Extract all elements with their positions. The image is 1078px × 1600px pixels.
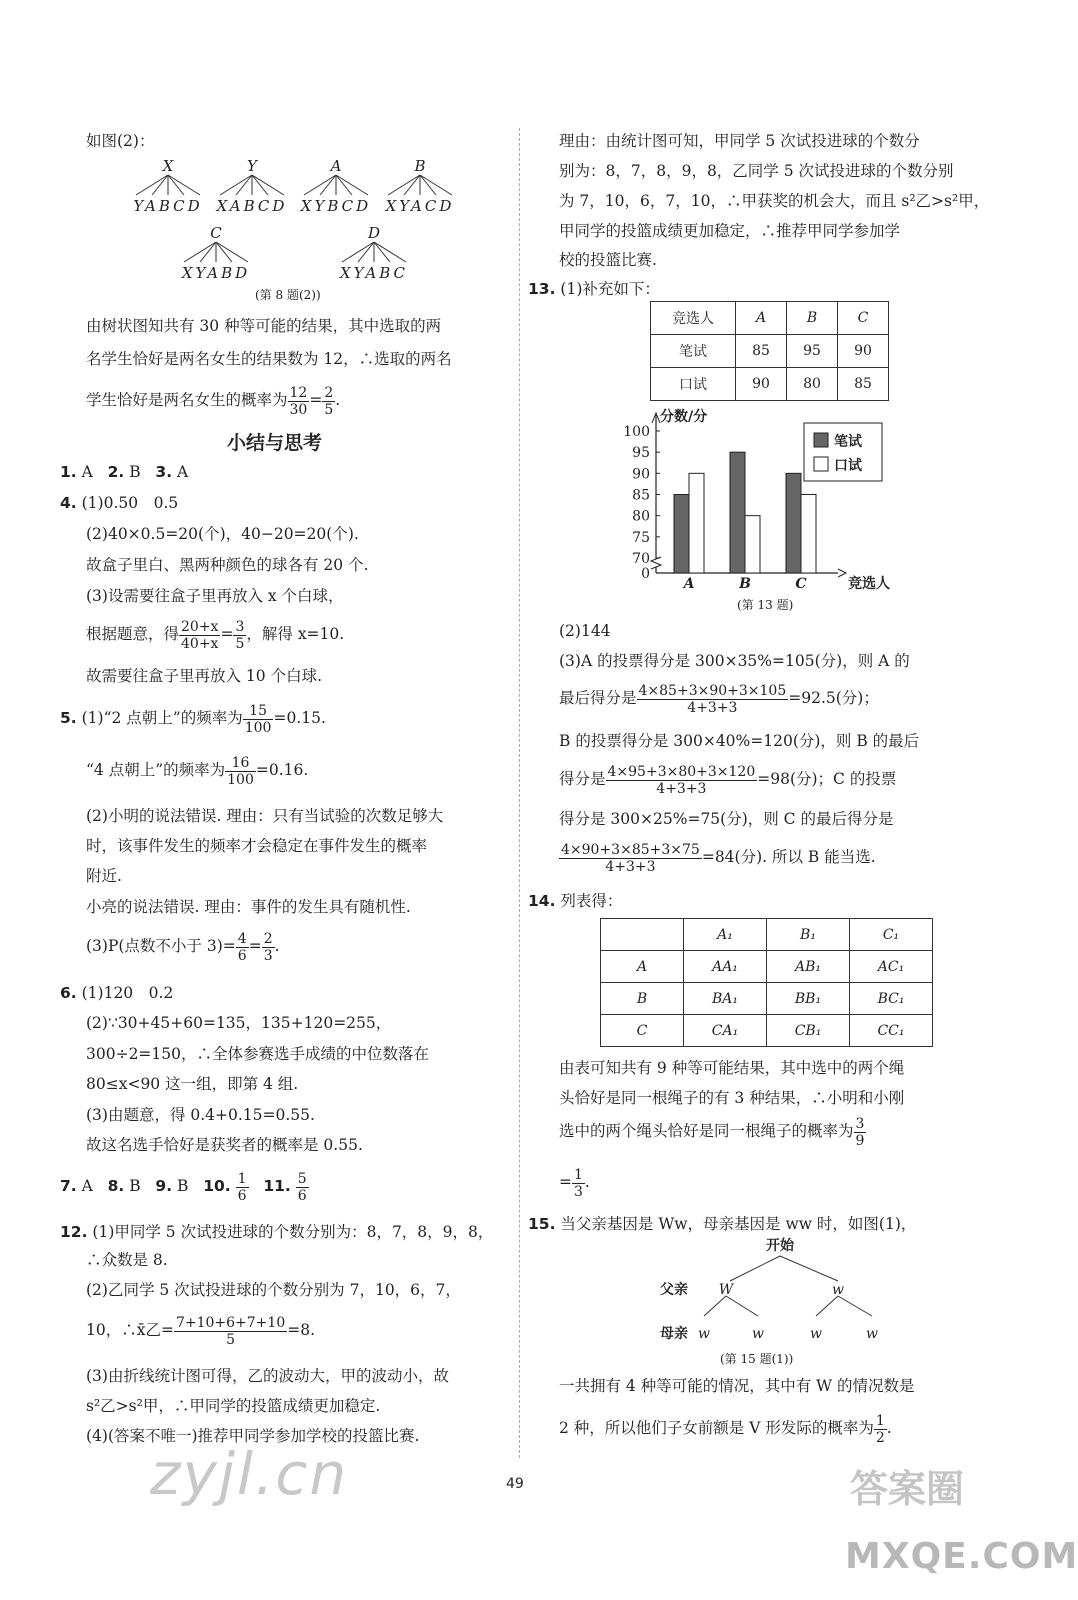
q13-f-end: =98(分)；C 的投票 [757, 770, 897, 788]
fraction-c-score [559, 842, 702, 875]
p1-line1: 由树状图知共有 30 种等可能的结果，其中选取的两 [86, 317, 442, 335]
q4-number: 4. [60, 494, 77, 512]
frac-num: 4 [237, 930, 247, 947]
father-gene-2: w [832, 1282, 844, 1298]
q14-e [559, 1164, 590, 1200]
fraction-1-2 [874, 1413, 887, 1446]
frac-den: 6 [297, 1187, 307, 1204]
section-heading: 小结与思考 [227, 432, 323, 454]
frac-den: 6 [237, 947, 247, 964]
table-cell: B [601, 983, 684, 1015]
frac-num: 7+10+6+7+10 [175, 1314, 286, 1331]
q12-d-end: =8. [287, 1321, 316, 1339]
bar-A-笔试 [674, 495, 689, 574]
q12-g: (4)(答案不唯一)推荐甲同学参加学校的投篮比赛. [86, 1427, 420, 1445]
column-divider [519, 128, 520, 1458]
frac-num: 4×85+3×90+3×105 [638, 682, 787, 699]
frac-den: 9 [855, 1132, 865, 1149]
table-cell: C [838, 302, 889, 335]
legend-label-笔试: 笔试 [834, 434, 862, 450]
tree-leaves-x: YABCD [133, 197, 203, 215]
table-cell: CB₁ [767, 1015, 850, 1047]
q4-e-end: ，解得 x=10. [246, 625, 345, 643]
q4-b: (2)40×0.5=20(个)，40−20=20(个). [86, 525, 359, 543]
fraction-1-6 [236, 1171, 249, 1204]
table-row [601, 951, 933, 983]
table-cell: 85 [838, 368, 889, 401]
fraction-4-6 [236, 931, 249, 964]
table-row [601, 919, 933, 951]
q5-a-end: =0.15. [273, 709, 326, 727]
fraction-mean [174, 1315, 287, 1348]
frac-den: 3 [574, 1183, 583, 1200]
eq: = [559, 1173, 572, 1191]
table-cell: AB₁ [767, 951, 850, 983]
q4-line1 [60, 493, 178, 513]
q12-d-text: 10，∴x̄乙= [86, 1321, 174, 1339]
q14-d [559, 1113, 866, 1149]
q14-b: 由表可知共有 9 种等可能结果，其中选中的两个绳 [559, 1059, 905, 1077]
bar-C-口试 [801, 495, 816, 574]
q5-b-end: =0.16. [255, 761, 309, 779]
tree-caption: (第 8 题(2)) [255, 288, 321, 302]
y-tick-label: 70 [632, 551, 650, 567]
q13-b: (2)144 [559, 622, 611, 640]
y-tick-label: 95 [632, 445, 650, 462]
q3-number: 3. [155, 463, 173, 481]
table-cell: 80 [787, 368, 838, 401]
q15-number: 15. [528, 1215, 556, 1233]
y-tick-label: 90 [632, 466, 650, 483]
q15-line1 [528, 1214, 916, 1234]
q13-a: (1)补充如下： [560, 280, 660, 298]
q4-c: 故盒子里白、黑两种颜色的球各有 20 个. [86, 556, 369, 574]
watermark-mxqe: MXQE.COM [845, 1536, 1078, 1577]
tree-leaves-c: XYABD [181, 264, 251, 282]
page-number: 49 [506, 1476, 524, 1492]
r-line1: 理由：由统计图可知，甲同学 5 次试投进球的个数分 [559, 132, 920, 150]
fraction-2-3 [262, 931, 275, 964]
eq: = [220, 625, 234, 643]
q4-d: (3)设需要往盒子里再放入 x 个白球， [86, 587, 344, 605]
table-cell: CC₁ [850, 1015, 933, 1047]
q13-number: 13. [528, 280, 556, 298]
table-row [651, 368, 889, 401]
table-cell: A [601, 951, 684, 983]
table-cell: 竞选人 [651, 302, 736, 335]
mother-gene: w [866, 1326, 878, 1342]
q12-number: 12. [60, 1223, 88, 1241]
q13-g: 得分是 300×25%=75(分)，则 C 的最后得分是 [559, 810, 894, 828]
table-row [601, 983, 933, 1015]
q13-c: (3)A 的投票得分是 300×35%=105(分)，则 A 的 [559, 652, 910, 670]
table-cell: 笔试 [651, 335, 736, 368]
fraction-5-6 [296, 1171, 309, 1204]
y-axis-label: 分数/分 [660, 409, 708, 425]
q12-f: s²乙>s²甲，∴甲同学的投篮成绩更加稳定. [86, 1397, 381, 1415]
q15-c [559, 1410, 892, 1446]
y-tick-label: 0 [641, 566, 650, 582]
frac-den: 3 [263, 947, 273, 964]
frac-num: 1 [237, 1170, 247, 1187]
eq: = [309, 391, 323, 409]
q5-a-text: (1)“2 点朝上”的频率为 [81, 709, 243, 727]
tree-root-b: B [414, 157, 426, 175]
y-tick-label: 100 [623, 424, 650, 440]
table-cell: 口试 [651, 368, 736, 401]
q7-11-line [60, 1168, 309, 1204]
q1-answer: A [81, 463, 93, 481]
fraction-1-3 [572, 1167, 585, 1200]
tree-root-a: A [330, 157, 342, 175]
q4-e [86, 616, 344, 652]
legend-swatch-口试 [814, 457, 828, 471]
q14-c: 头恰好是同一根绳子的有 3 种结果，∴小明和小刚 [559, 1089, 905, 1107]
q14-d-text: 选中的两个绳头恰好是同一根绳子的概率为 [559, 1122, 854, 1140]
intro-text: 如图(2)： [86, 132, 155, 150]
r-line3: 为 7，10，6，7，10，∴甲获奖的机会大，而且 s²乙>s²甲， [559, 192, 990, 210]
q9-number: 9. [155, 1177, 173, 1195]
frac-den: 6 [237, 1187, 247, 1204]
x-tick-label: B [739, 576, 751, 592]
frac-num: 5 [297, 1170, 307, 1187]
q5-g-text: (3)P(点数不小于 3)= [86, 937, 236, 955]
frac-num: 16 [225, 755, 256, 772]
tree-root-c: C [210, 224, 222, 242]
q15-caption: (第 15 题(1)) [720, 1352, 794, 1366]
frac-den: 5 [226, 1331, 236, 1348]
q10-number: 10. [203, 1177, 231, 1195]
period: . [274, 937, 280, 955]
q12-b: ∴众数是 8. [86, 1251, 168, 1269]
x-axis-label: 竞选人 [848, 576, 890, 592]
q14-table [600, 918, 933, 1047]
q6-b: (2)∵30+45+60=135，135+120=255， [86, 1014, 392, 1032]
period: . [886, 1419, 892, 1437]
table-cell: AA₁ [684, 951, 767, 983]
q6-f: 故这名选手恰好是获奖者的概率是 0.55. [86, 1136, 363, 1154]
frac-num: 3 [855, 1115, 865, 1132]
table-cell: AC₁ [850, 951, 933, 983]
table-cell: 90 [736, 368, 787, 401]
tree-leaves-b: XYACD [385, 197, 455, 215]
q15-c-text: 2 种，所以他们子女前额是 V 形发际的概率为 [559, 1419, 874, 1437]
p1-line3-text: 学生恰好是两名女生的概率为 [86, 391, 288, 409]
p1-line3 [86, 382, 340, 418]
frac-den: 100 [227, 771, 254, 788]
table-cell: 90 [838, 335, 889, 368]
table-cell: 95 [787, 335, 838, 368]
fraction-3-9 [854, 1116, 867, 1149]
table-cell: 85 [736, 335, 787, 368]
frac-den: 30 [289, 401, 308, 418]
q7-answer: A [81, 1177, 93, 1195]
frac-den: 100 [244, 719, 272, 736]
q7-number: 7. [60, 1177, 77, 1195]
q13-table [650, 301, 889, 401]
table-row [651, 335, 889, 368]
frac-den: 5 [324, 401, 334, 418]
q14-a: 列表得： [560, 892, 623, 910]
tree-start: 开始 [766, 1238, 794, 1254]
q15-b: 一共拥有 4 种等可能的情况，其中有 W 的情况数是 [559, 1377, 915, 1395]
q15-a: 当父亲基因是 Ww，母亲基因是 ww 时，如图(1)， [560, 1215, 917, 1233]
frac-num: 2 [324, 384, 334, 401]
q6-number: 6. [60, 984, 77, 1002]
q6-d: 80≤x<90 这一组，即第 4 组. [86, 1075, 299, 1093]
q2-number: 2. [107, 463, 125, 481]
q5-e: 附近. [86, 867, 122, 885]
q13-f-text: 得分是 [559, 770, 606, 788]
frac-num: 2 [263, 930, 273, 947]
table-cell: C₁ [850, 919, 933, 951]
fraction-b-score [606, 764, 758, 797]
axis-break [651, 557, 661, 569]
frac-num: 12 [289, 384, 308, 401]
frac-den: 4+3+3 [605, 858, 656, 875]
frac-num: 4×90+3×85+3×75 [561, 841, 700, 858]
q9-answer: B [177, 1177, 189, 1195]
tree-root-d: D [367, 224, 381, 242]
table-row [601, 1015, 933, 1047]
q12-e: (3)由折线统计图可得，乙的波动大，甲的波动小，故 [86, 1367, 449, 1385]
x-tick-label: C [795, 576, 807, 592]
period: . [335, 391, 341, 409]
q4-a: (1)0.50 0.5 [81, 494, 179, 512]
q13-e: B 的投票得分是 300×40%=120(分)，则 B 的最后 [559, 732, 920, 750]
q13-caption: (第 13 题) [737, 598, 794, 612]
q13-line1 [528, 279, 660, 299]
table-cell: A₁ [684, 919, 767, 951]
fraction-16-100 [225, 755, 256, 788]
tree-diagram-q8 [120, 155, 480, 290]
bar-C-笔试 [786, 473, 801, 573]
tree-diagram-q15 [648, 1236, 928, 1348]
q5-g [86, 928, 280, 964]
y-tick-label: 80 [632, 508, 650, 525]
frac-num: 1 [875, 1412, 885, 1429]
q4-f: 故需要往盒子里再放入 10 个白球. [86, 667, 323, 685]
tree-leaves-d: XYABC [339, 264, 409, 282]
q1-number: 1. [60, 463, 77, 481]
r-line2: 别为：8，7，8，9，8，乙同学 5 次试投进球的个数分别 [559, 162, 954, 180]
r-line5: 校的投篮比赛. [559, 251, 657, 269]
table-cell: BA₁ [684, 983, 767, 1015]
frac-num: 15 [243, 703, 274, 720]
q13-d-text: 最后得分是 [559, 689, 637, 707]
mother-gene: w [698, 1326, 710, 1342]
q13-h [559, 839, 876, 875]
table-cell: C [601, 1015, 684, 1047]
fraction-q4 [179, 619, 220, 652]
watermark-badge: 答案圈 [850, 1467, 965, 1511]
mother-label: 母亲 [660, 1326, 688, 1342]
tree-leaves-y: XABCD [216, 197, 288, 215]
q13-bar-chart [608, 403, 928, 595]
father-label: 父亲 [660, 1282, 688, 1298]
q12-d [86, 1312, 315, 1348]
watermark-zyjl: zyjl.cn [150, 1440, 349, 1508]
q13-d [559, 680, 879, 716]
fraction-12-30 [288, 385, 310, 418]
legend-label-口试: 口试 [834, 458, 862, 474]
q5-c: (2)小明的说法错误. 理由：只有当试验的次数足够大 [86, 807, 444, 825]
q14-number: 14. [528, 892, 556, 910]
q14-line1 [528, 891, 622, 911]
q8-answer: B [129, 1177, 141, 1195]
q5-b-text: “4 点朝上”的频率为 [86, 761, 226, 779]
y-tick-label: 85 [632, 487, 650, 504]
bar-B-口试 [745, 516, 760, 573]
table-cell: BB₁ [767, 983, 850, 1015]
tree-root-y: Y [247, 157, 257, 175]
frac-num: 3 [235, 618, 245, 635]
q2-answer: B [129, 463, 141, 481]
table-cell: BC₁ [850, 983, 933, 1015]
frac-num: 1 [574, 1166, 583, 1183]
frac-den: 5 [235, 635, 245, 652]
x-axis-arrow [838, 569, 846, 577]
table-cell: A [736, 302, 787, 335]
q1-3-line [60, 462, 188, 482]
eq: = [248, 937, 262, 955]
father-gene-1: W [718, 1282, 734, 1298]
table-cell: CA₁ [684, 1015, 767, 1047]
q13-f [559, 761, 896, 797]
q6-e: (3)由题意，得 0.4+0.15=0.55. [86, 1106, 315, 1124]
period: . [584, 1173, 590, 1191]
q4-e-text: 根据题意，得 [86, 625, 180, 643]
tree-root-x: X [162, 157, 174, 175]
table-cell: B₁ [767, 919, 850, 951]
q5-line2 [86, 752, 308, 788]
q12-a: (1)甲同学 5 次试投进球的个数分别为：8，7，8，9，8， [92, 1223, 494, 1241]
table-cell [601, 919, 684, 951]
bar-A-口试 [689, 473, 704, 573]
frac-num: 20+x [181, 618, 219, 635]
fraction-3-5 [233, 619, 246, 652]
frac-den: 2 [875, 1429, 885, 1446]
q13-d-end: =92.5(分)； [788, 689, 879, 707]
q5-d: 时，该事件发生的频率才会稳定在事件发生的概率 [86, 837, 428, 855]
legend-swatch-笔试 [814, 433, 828, 447]
q5-f: 小亮的说法错误. 理由：事件的发生具有随机性. [86, 898, 411, 916]
q12-c: (2)乙同学 5 次试投进球的个数分别为 7，10，6，7， [86, 1281, 461, 1299]
q5-line1 [60, 700, 326, 736]
q13-h-end: =84(分). 所以 B 能当选. [701, 848, 876, 866]
bar-B-笔试 [730, 452, 745, 573]
p1-line2: 名学生恰好是两名女生的结果数为 12，∴选取的两名 [86, 350, 452, 368]
tree-leaves-a: XYBCD [300, 197, 372, 215]
mother-gene: w [810, 1326, 822, 1342]
frac-den: 4+3+3 [687, 699, 738, 716]
r-line4: 甲同学的投篮成绩更加稳定，∴推荐甲同学参加学 [559, 222, 901, 240]
q8-number: 8. [107, 1177, 125, 1195]
q6-c: 300÷2=150，∴全体参赛选手成绩的中位数落在 [86, 1045, 430, 1063]
fraction-a-score [637, 683, 789, 716]
fraction-2-5 [322, 385, 335, 418]
x-tick-label: A [683, 576, 695, 592]
frac-num: 4×95+3×80+3×120 [607, 763, 756, 780]
q11-number: 11. [263, 1177, 291, 1195]
q5-number: 5. [60, 709, 77, 727]
q6-a: (1)120 0.2 [81, 984, 174, 1002]
frac-den: 4+3+3 [656, 780, 707, 797]
table-cell: B [787, 302, 838, 335]
q12-line1 [60, 1222, 493, 1242]
q3-answer: A [177, 463, 189, 481]
y-tick-label: 75 [632, 529, 650, 546]
frac-den: 40+x [181, 635, 219, 652]
fraction-15-100 [243, 703, 274, 736]
table-row [651, 302, 889, 335]
mother-gene: w [752, 1326, 764, 1342]
q6-line1 [60, 983, 173, 1003]
